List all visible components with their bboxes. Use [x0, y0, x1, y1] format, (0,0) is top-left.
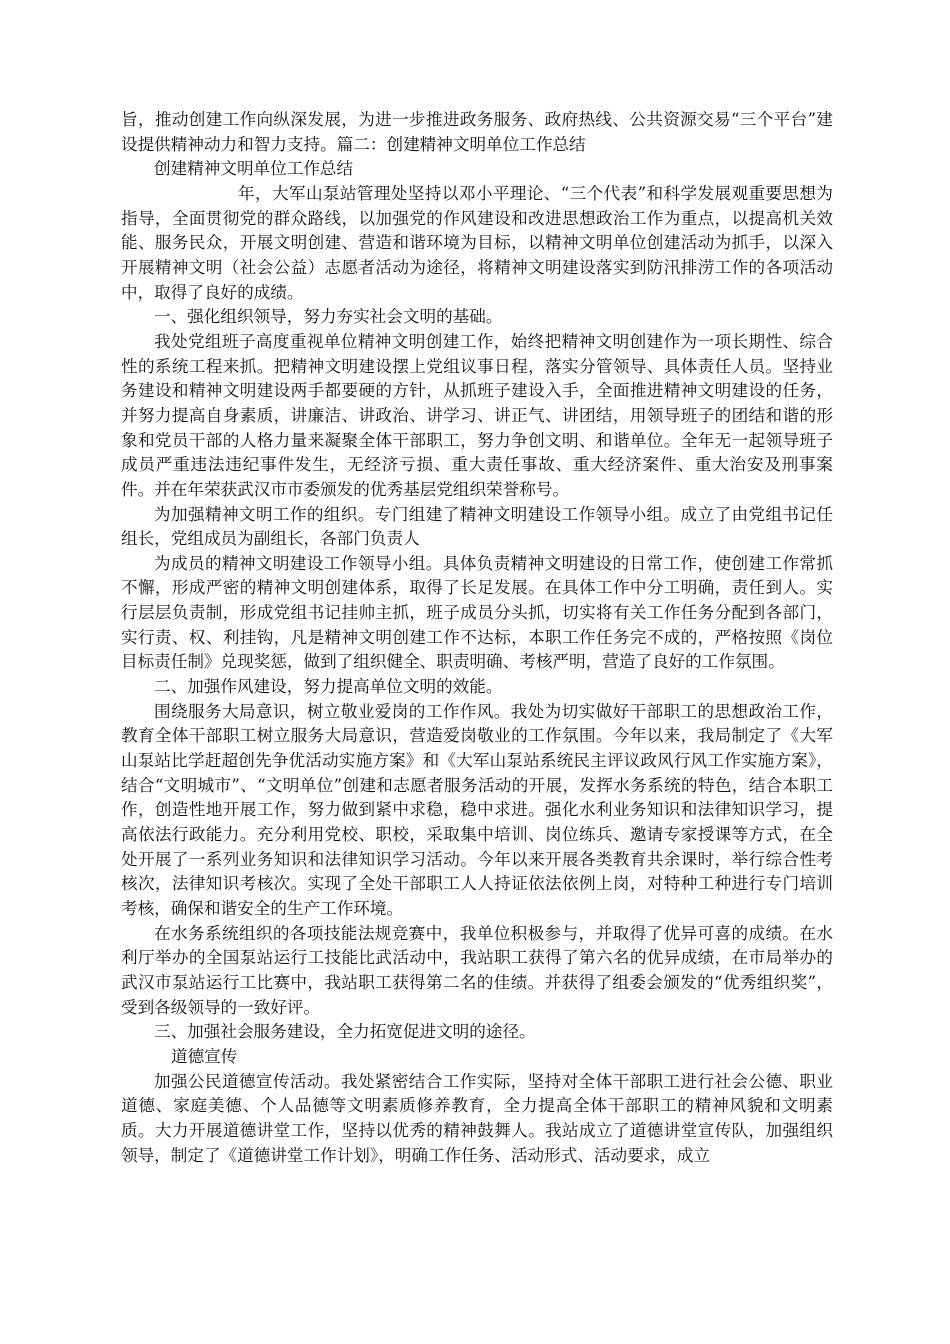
paragraph-leadership: 我处党组班子高度重视单位精神文明创建工作，始终把精神文明创建作为一项长期性、综合性的系统工程来抓。把精神文明建设摆上党组议事日程，落实分管领导、具体责任人员。坚持业务建设和精神文明建设两手都要硬的方针，从抓班子建设入手，全面推进精神文明建设的任务，并努力提高自身素质，讲廉洁、讲政治、讲学习、讲正气、讲团结，用领导班子的团结和谐的形象和党员干部的人格力量来凝聚全体干部职工，努力争创文明、和谐单位。全年无一起领导班子成员严重违法违纪事件发生，无经济亏损、重大责任事故、重大经济案件、重大治安及刑事案件。并在年荣获武汉市市委颁发的优秀基层党组织荣誉称号。: [121, 331, 833, 499]
heading-section-2: 二、加强作风建设，努力提高单位文明的效能。: [154, 677, 503, 697]
paragraph-competition: 在水务系统组织的各项技能法规竞赛中，我单位积极参与，并取得了优异可喜的成绩。在水利厅举办的全国泵站运行工技能比武活动中，我站职工获得了第六名的优异成绩，在市局举办的武汉市泵站运行工比赛中，我站职工获得第二名的佳绩。并获得了组委会颁发的“优秀组织奖”，受到各级领导的一致好评。: [121, 923, 833, 1017]
heading-section-1: 一、强化组织领导，努力夯实社会文明的基础。: [154, 307, 503, 327]
paragraph-moral-promotion: 加强公民道德宣传活动。我处紧密结合工作实际，坚持对全体干部职工进行社会公德、职业道德、家庭美德、个人品德等文明素质修养教育，全力提高全体干部职工的精神风貌和文明素质。大力开展道德讲堂工作，坚持以优秀的精神鼓舞人。我站成立了道德讲堂宣传队，加强组织领导，制定了《道德讲堂工作计划》，明确工作任务、活动形式、活动要求，成立: [121, 1071, 833, 1165]
paragraph-organization: 为加强精神文明工作的组织。专门组建了精神文明建设工作领导小组。成立了由党组书记任组长，党组成员为副组长，各部门负责人: [121, 504, 833, 549]
document-page: [121, 108, 833, 1168]
section-title: 创建精神文明单位工作总结: [154, 159, 354, 179]
subheading-moral-promotion: 道德宣传: [171, 1046, 238, 1066]
paragraph-overview: 年，大军山泵站管理处坚持以邓小平理论、“三个代表”和科学发展观重要思想为指导，全面贯彻党的群众路线，以加强党的作风建设和改进思想政治工作为重点，以提高机关效能、服务民众，开展文明创建、营造和谐环境为目标，以精神文明单位创建活动为抓手，以深入开展精神文明（社会公益）志愿者活动为途径，将精神文明建设落实到防汛排涝工作的各项活动中，取得了良好的成绩。: [121, 183, 833, 302]
paragraph-work-style: 围绕服务大局意识，树立敬业爱岗的工作作风。我处为切实做好干部职工的思想政治工作，教育全体干部职工树立服务大局意识，营造爱岗敬业的工作氛围。今年以来，我局制定了《大军山泵站比学赶超创先争优活动实施方案》和《大军山泵站系统民主评议政风行风工作实施方案》，结合“文明城市”、“文明单位”创建和志愿者服务活动的开展，发挥水务系统的特色，结合本职工作，创造性地开展工作，努力做到紧中求稳，稳中求进。强化水利业务知识和法律知识学习，提高依法行政能力。充分利用党校、职校，采取集中培训、岗位练兵、邀请专家授课等方式，在全处开展了一系列业务知识和法律知识学习活动。今年以来开展各类教育共余课时，举行综合性考核次，法律知识考核次。实现了全处干部职工人人持证依法依例上岗，对特种工种进行专门培训考核，确保和谐安全的生产工作环境。: [121, 701, 833, 918]
paragraph-organization-cont: 为成员的精神文明建设工作领导小组。具体负责精神文明建设的日常工作，使创建工作常抓不懈，形成严密的精神文明创建体系，取得了长足发展。在具体工作中分工明确，责任到人。实行层层负责制，形成党组书记挂帅主抓，班子成员分头抓，切实将有关工作任务分配到各部门，实行责、权、利挂钩，凡是精神文明创建工作不达标，本职工作任务完不成的，严格按照《岗位目标责任制》兑现奖惩，做到了组织健全、职责明确、考核严明，营造了良好的工作氛围。: [121, 553, 833, 672]
heading-section-3: 三、加强社会服务建设，全力拓宽促进文明的途径。: [154, 1022, 536, 1042]
paragraph-intro-continuation: 旨，推动创建工作向纵深发展，为进一步推进政务服务、政府热线、公共资源交易“三个平台”建设提供精神动力和智力支持。篇二：创建精神文明单位工作总结: [121, 110, 833, 154]
